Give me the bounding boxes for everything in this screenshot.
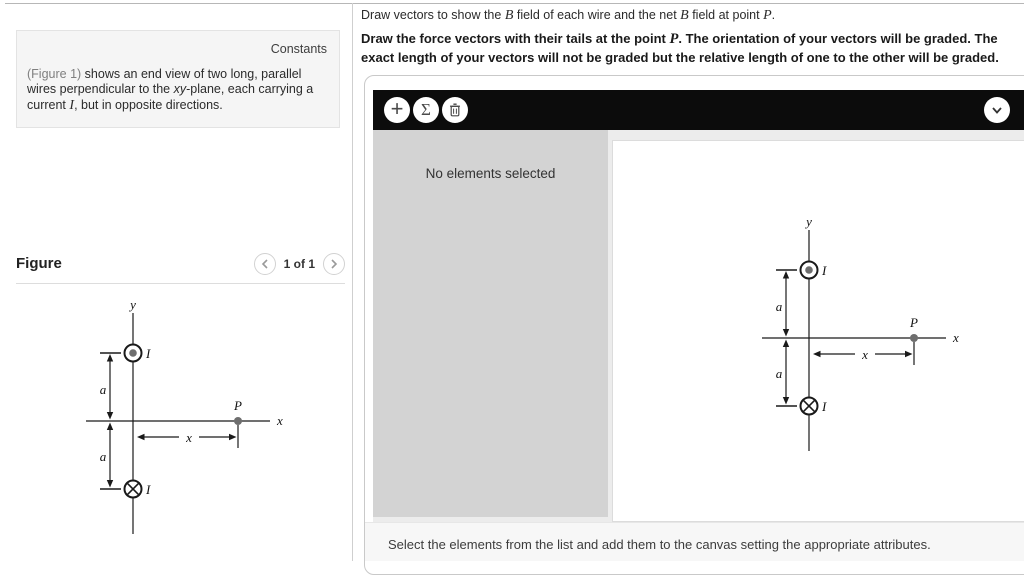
x-dim-label: x xyxy=(186,430,192,445)
figure-diagram xyxy=(78,301,288,541)
constants-link[interactable]: Constants xyxy=(270,42,327,56)
dim-label-lower: a xyxy=(99,449,107,464)
figure-page-count: 1 of 1 xyxy=(283,257,315,271)
text-segment: shows an end view of two long, parallel wires perpendicular to the xyxy=(27,66,302,96)
arrowhead xyxy=(107,480,113,488)
point-p-label: P xyxy=(234,398,242,413)
drawing-canvas[interactable] xyxy=(612,140,1024,522)
text-segment: xy xyxy=(173,82,187,96)
text-segment: I xyxy=(69,97,75,113)
empty-state-text: No elements selected xyxy=(425,166,556,181)
x-axis-label: x xyxy=(953,330,959,345)
current-out-dot xyxy=(129,349,137,357)
arrowhead xyxy=(783,397,789,405)
figure-divider xyxy=(16,283,345,284)
arrowhead xyxy=(783,340,789,348)
arrowhead xyxy=(229,434,237,440)
text-segment: Draw the force vectors with their tails at the point xyxy=(361,31,670,46)
problem-description xyxy=(27,67,327,114)
figure-pager xyxy=(254,253,345,275)
text-segment: field at point xyxy=(688,8,764,22)
x-axis-label: x xyxy=(277,413,283,428)
figure-title: Figure xyxy=(16,255,62,272)
instruction-intro xyxy=(361,8,1016,23)
arrowhead xyxy=(107,412,113,420)
point-p xyxy=(910,334,918,342)
text-segment: , but in opposite directions. xyxy=(74,97,223,112)
panel-divider xyxy=(352,3,353,561)
text-segment: . The orientation of your vectors will be graded. The exact length of your vectors will not be graded but the relative length of one to the other will be graded. xyxy=(361,31,999,65)
point-p xyxy=(234,417,242,425)
arrowhead xyxy=(905,351,913,357)
text-segment: P xyxy=(763,8,772,23)
y-axis-label: y xyxy=(806,218,812,229)
current-label-bottom: I xyxy=(822,399,827,414)
text-segment: P xyxy=(669,31,679,47)
point-p-label: P xyxy=(910,315,918,330)
tool-footer-hint xyxy=(365,522,1024,561)
trash-icon xyxy=(449,103,461,117)
chevron-right-icon[interactable] xyxy=(323,253,345,275)
current-out-dot xyxy=(805,266,813,274)
text-segment: B xyxy=(680,8,689,23)
arrowhead xyxy=(783,271,789,279)
text-segment: B xyxy=(504,8,514,23)
instruction-grading xyxy=(361,30,1023,67)
text-segment: field of each wire and the net xyxy=(513,8,681,22)
canvas-diagram xyxy=(754,218,964,458)
chevron-left-icon[interactable] xyxy=(254,253,276,275)
figure-link[interactable]: (Figure 1) xyxy=(27,66,82,81)
dim-label-upper: a xyxy=(99,382,107,397)
arrowhead xyxy=(813,351,821,357)
arrowhead xyxy=(783,329,789,337)
top-border-rule xyxy=(5,3,1024,4)
chevron-down-icon xyxy=(992,107,1002,114)
arrowhead xyxy=(107,423,113,431)
arrowhead xyxy=(137,434,145,440)
arrowhead xyxy=(107,354,113,362)
collapse-tool-button[interactable] xyxy=(984,97,1010,123)
text-segment: . xyxy=(771,8,776,22)
x-dim-label: x xyxy=(862,347,868,362)
elements-list-panel xyxy=(373,130,608,517)
sum-vectors-button[interactable]: Σ xyxy=(413,97,439,123)
text-segment: -plane, each carrying a current xyxy=(27,82,314,112)
footer-hint-text: Select the elements from the list and add them to the canvas setting the appropriate attributes. xyxy=(388,537,931,552)
dim-label-upper: a xyxy=(775,299,783,314)
delete-button[interactable] xyxy=(442,97,468,123)
y-axis-label: y xyxy=(130,301,136,312)
vector-tool-toolbar xyxy=(373,90,1024,130)
current-label-bottom: I xyxy=(146,482,151,497)
problem-statement-panel xyxy=(16,30,340,128)
figure-header xyxy=(16,250,345,278)
current-label-top: I xyxy=(146,346,151,361)
dim-label-lower: a xyxy=(775,366,783,381)
text-segment: Draw vectors to show the xyxy=(361,8,505,22)
add-vector-button[interactable]: + xyxy=(384,97,410,123)
current-label-top: I xyxy=(822,263,827,278)
